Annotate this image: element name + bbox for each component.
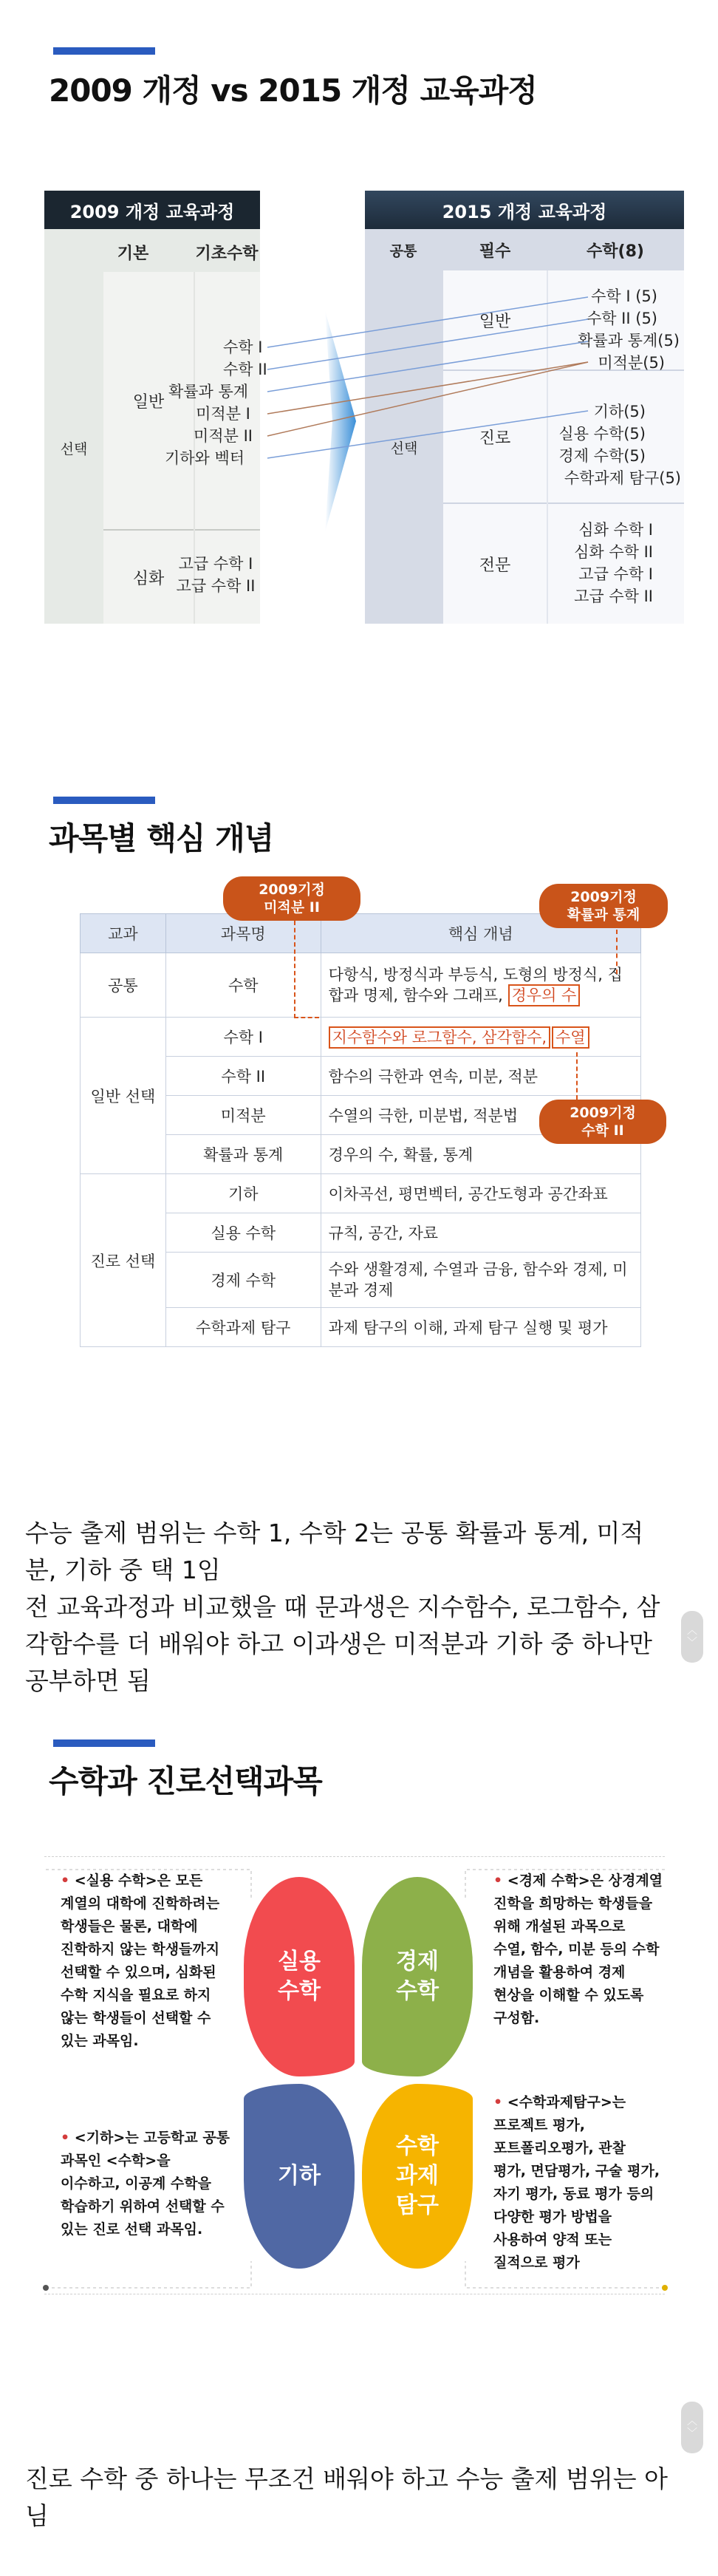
chevron-down-icon: ﹀ <box>687 1637 697 1649</box>
desc-practical-math: • <실용 수학>은 모든 계열의 대학에 진학하려는 학생들은 물론, 대학에 진학하지 않는 학생들까지 선택할 수 있으며, 심화된 수학 지식을 필요로 하지 않는 학생들이 선택할 수 있는 과목임. <box>61 1873 220 2049</box>
right-col-common: 공통 <box>389 242 417 259</box>
desc-geometry: • <기하>는 고등학교 공통 과목인 <수학>을 이수하고, 이공계 수학을 학습하기 위하여 선택할 수 있는 진로 선택 과목임. <box>61 2130 230 2238</box>
highlight-box: 지수함수와 로그함수, 삼각함수, <box>329 1026 550 1049</box>
section-title: 수학과 진로선택과목 <box>49 1763 322 1799</box>
left-col-basic-math: 기초수학 <box>195 244 259 263</box>
subject-item: 확률과 통계(5) <box>578 332 680 350</box>
callout-2009-calculus2: 2009기정 미적분 II <box>223 876 360 921</box>
subject-item: 미적분 I <box>196 405 250 423</box>
core-concept: 과제 탐구의 이해, 과제 탐구 실행 및 평가 <box>321 1308 640 1347</box>
left-row-select: 선택 <box>60 440 88 457</box>
left-row-advanced: 심화 <box>132 569 165 588</box>
subject-item: 수학 I (5) <box>591 287 657 305</box>
subject-name: 수학 <box>165 953 321 1018</box>
subject-item: 기하와 벡터 <box>164 449 245 467</box>
table-header: 과목명 <box>165 914 321 953</box>
petal-practical-math: 실용 수학 <box>244 1877 355 2076</box>
subject-item: 기하(5) <box>593 403 646 420</box>
subject-name: 수학 I <box>165 1018 321 1057</box>
subject-item: 확률과 통계 <box>168 383 249 401</box>
subject-item: 고급 수학 I <box>178 555 253 573</box>
subject-item: 미적분 II <box>194 427 253 445</box>
subject-item: 미적분(5) <box>598 354 665 372</box>
highlight-box: 수열 <box>552 1026 589 1049</box>
right-col-required: 필수 <box>479 242 511 261</box>
core-concept: 경우의 수, 확률, 통계 <box>321 1135 640 1174</box>
group-label: 진로 선택 <box>81 1174 166 1347</box>
subject-item: 수학 I <box>223 338 263 356</box>
chevron-up-icon: ︿ <box>687 2416 697 2427</box>
core-concept: 규칙, 공간, 자료 <box>321 1213 640 1253</box>
petal-geometry: 기하 <box>244 2084 355 2269</box>
subject-item: 수학과제 탐구(5) <box>564 469 681 487</box>
group-label: 일반 선택 <box>81 1018 166 1174</box>
scroll-button[interactable] <box>681 2402 703 2453</box>
core-concept: 수와 생활경제, 수열과 금융, 함수와 경제, 미분과 경제 <box>321 1253 640 1308</box>
subject-name: 수학 II <box>165 1057 321 1096</box>
callout-2009-math2: 2009기정 수학 II <box>539 1100 666 1144</box>
subject-name: 수학과제 탐구 <box>165 1308 321 1347</box>
group-label: 공통 <box>81 953 166 1018</box>
subject-item: 실용 수학(5) <box>558 425 646 443</box>
subject-name: 기하 <box>165 1174 321 1213</box>
core-concept: 이차곡선, 평면벡터, 공간도형과 공간좌표 <box>321 1174 640 1213</box>
right-row-general: 일반 <box>479 312 511 331</box>
section-title: 2009 개정 vs 2015 개정 교육과정 <box>49 72 537 109</box>
subject-name: 실용 수학 <box>165 1213 321 1253</box>
chevron-up-icon: ︿ <box>687 1625 697 1637</box>
subject-name: 미적분 <box>165 1096 321 1135</box>
left-row-general: 일반 <box>132 392 165 412</box>
subject-name: 경제 수학 <box>165 1253 321 1308</box>
subject-item: 수학 II <box>223 361 267 378</box>
left-col-basic: 기본 <box>117 244 149 263</box>
table-header: 교과 <box>81 914 166 953</box>
section-title: 과목별 핵심 개념 <box>49 820 274 856</box>
subject-item: 심화 수학 II <box>574 543 653 561</box>
desc-math-project: • <수학과제탐구>는 프로젝트 평가, 포트폴리오평가, 관찰 평가, 면담평가, 구술 평가, 자기 평가, 동료 평가 등의 다양한 평가 방법을 사용하여 양적 또는 질적으로 평가 <box>493 2094 660 2271</box>
subject-item: 고급 수학 I <box>578 565 653 583</box>
right-row-specialty: 전문 <box>479 556 511 575</box>
left-table-header: 2009 개정 교육과정 <box>44 191 260 229</box>
core-concept: 함수의 극한과 연속, 미분, 적분 <box>321 1057 640 1096</box>
subject-item: 경제 수학(5) <box>558 447 646 465</box>
subject-item: 수학 II (5) <box>586 310 657 327</box>
chevron-down-icon: ﹀ <box>687 2427 697 2439</box>
highlight-box: 경우의 수 <box>508 984 581 1006</box>
core-concept: 수열의 극한, 미분법, 적분법 <box>321 1096 640 1135</box>
petal-economic-math: 경제 수학 <box>362 1877 473 2076</box>
body-text: 수능 출제 범위는 수학 1, 수학 2는 공통 확률과 통계, 미적 분, 기하 중 택 1임 전 교육과정과 비교했을 때 문과생은 지수함수, 로그함수, 삼 각함수를 더 배워야 하고 이과생은 미적분과 기하 중 하나만 공부하면 됨 <box>25 1519 660 1695</box>
subject-name: 확률과 통계 <box>165 1135 321 1174</box>
desc-economic-math: • <경제 수학>은 상경계열 진학을 희망하는 학생들을 위해 개설된 과목으로 수열, 함수, 미분 등의 수학 개념을 활용하여 경제 현상을 이해할 수 있도록 구성함. <box>493 1873 663 2026</box>
subject-item: 고급 수학 II <box>574 587 653 605</box>
subject-item: 심화 수학 I <box>578 521 653 539</box>
callout-2009-prob-stats: 2009기정 확률과 통계 <box>539 884 668 928</box>
right-col-math8: 수학(8) <box>587 242 644 261</box>
right-table-header: 2015 개정 교육과정 <box>365 191 684 229</box>
core-concept: 다항식, 방정식과 부등식, 도형의 방정식, 집합과 명제, 함수와 그래프, 경우의 수 <box>321 953 640 1018</box>
right-row-select: 선택 <box>390 440 418 457</box>
petal-math-project: 수학 과제 탐구 <box>362 2084 473 2269</box>
subject-item: 고급 수학 II <box>176 577 256 595</box>
table-header: 핵심 개념 <box>321 914 640 953</box>
right-row-career: 진로 <box>479 429 511 448</box>
body-text: 진로 수학 중 하나는 무조건 배워야 하고 수능 출제 범위는 아 님 <box>25 2464 668 2530</box>
